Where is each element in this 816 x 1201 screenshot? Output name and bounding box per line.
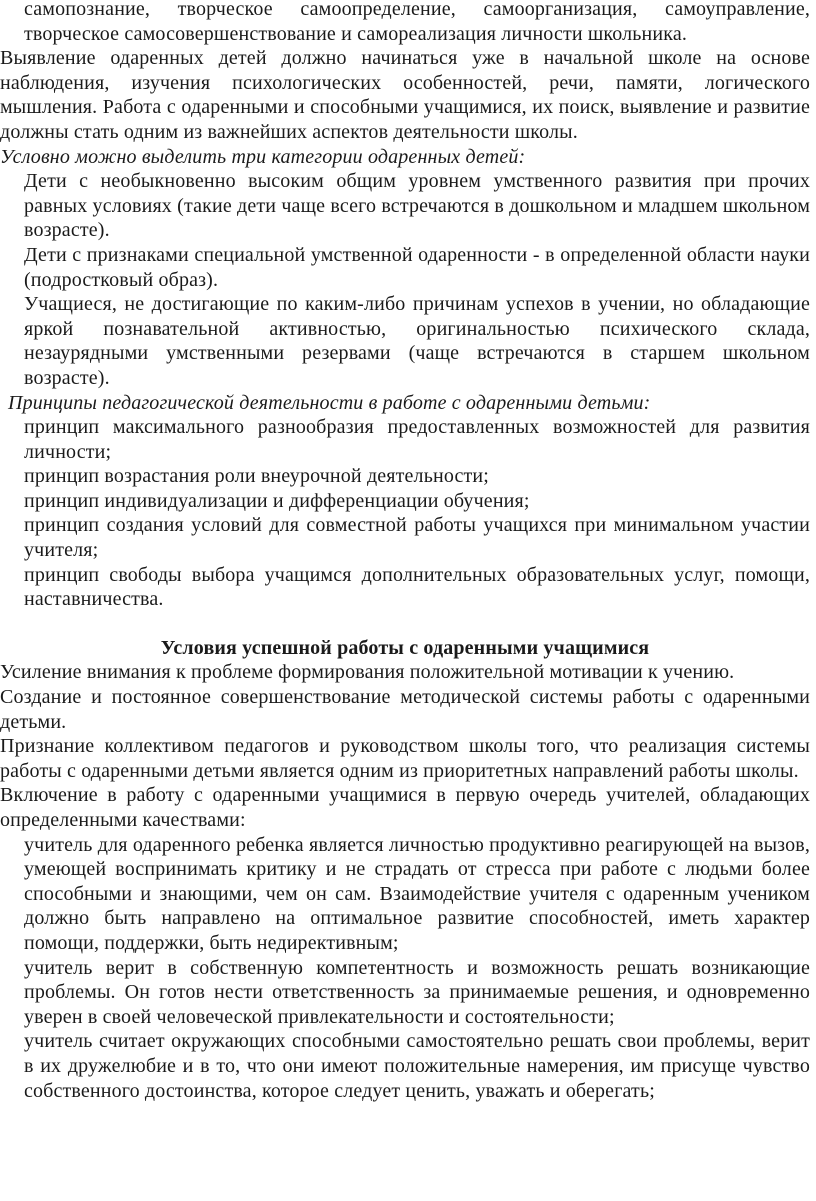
- list-item: учитель верит в собственную компетентность и возможность решать возникающие проблемы. Он готов нести ответственность за принимаемые решения, и одновременно уверен в своей человеческой привлекательности и состоятельности;: [24, 956, 810, 1028]
- list-item: Учащиеся, не достигающие по каким-либо причинам успехов в учении, но обладающие яркой познавательной активностью, оригинальностью психического склада, незаурядными умственными резервами (чаще встречаются в старшем школьном возрасте).: [24, 293, 810, 389]
- conditions-list: [0, 660, 810, 832]
- teacher-qualities-list: [0, 833, 810, 1104]
- section-heading: Условия успешной работы с одаренными учащимися: [160, 636, 650, 659]
- categories-list: [0, 169, 810, 390]
- list-item: Признание коллективом педагогов и руководством школы того, что реализация системы работы с одаренными детьми является одним из приоритетных направлений работы школы.: [0, 735, 810, 782]
- principles-intro: Принципы педагогической деятельности в работе с одаренными детьми:: [8, 391, 651, 414]
- list-item: принцип возрастания роли внеурочной деятельности;: [24, 465, 489, 488]
- list-item: учитель считает окружающих способными самостоятельно решать свои проблемы, верит в их дружелюбие и в то, что они имеют положительные намерения, им присуще чувство собственного достоинства, которое следует ценить, уважать и оберегать;: [24, 1030, 810, 1102]
- categories-intro: Условно можно выделить три категории одаренных детей:: [0, 145, 526, 168]
- list-item: принцип максимального разнообразия предоставленных возможностей для развития личности;: [24, 416, 810, 463]
- list-item: учитель для одаренного ребенка является личностью продуктивно реагирующей на вызов, умеющей воспринимать критику и не страдать от стресса при работе с людьми более способными и знающими, чем он сам. Взаимодействие учителя с одаренным учеником должно быть направлено на оптимальное развитие способностей, иметь характер помощи, поддержки, быть недирективным;: [24, 833, 810, 954]
- intro-continuation: самопознание, творческое самоопределение, самоорганизация, самоуправление, творческое самосовершенствование и самореализация личности школьника.: [24, 0, 810, 45]
- list-item: принцип свободы выбора учащимся дополнительных образовательных услуг, помощи, наставничества.: [24, 563, 810, 611]
- principles-list: [0, 415, 810, 612]
- list-item: Дети с признаками специальной умственной одаренности - в определенной области науки (подростковый образ).: [24, 243, 810, 291]
- list-item: принцип создания условий для совместной работы учащихся при минимальном участии учителя;: [24, 514, 810, 562]
- list-item: Создание и постоянное совершенствование методической системы работы с одаренными детьми.: [0, 686, 810, 733]
- list-item: Дети с необыкновенно высоким общим уровнем умственного развития при прочих равных условиях (такие дети чаще всего встречаются в дошкольном и младшем школьном возрасте).: [24, 170, 810, 242]
- list-item: Усиление внимания к проблеме формирования положительной мотивации к учению.: [0, 661, 735, 684]
- paragraph-detection: Выявление одаренных детей должно начинаться уже в начальной школе на основе наблюдения, изучения психологических особенностей, речи, памяти, логического мышления. Работа с одаренными и способными учащимися, их поиск, выявление и развитие должны стать одним из важнейших аспектов деятельности школы.: [0, 47, 810, 143]
- list-item: Включение в работу с одаренными учащимися в первую очередь учителей, обладающих определенными качествами:: [0, 784, 810, 831]
- list-item: принцип индивидуализации и дифференциации обучения;: [24, 489, 530, 512]
